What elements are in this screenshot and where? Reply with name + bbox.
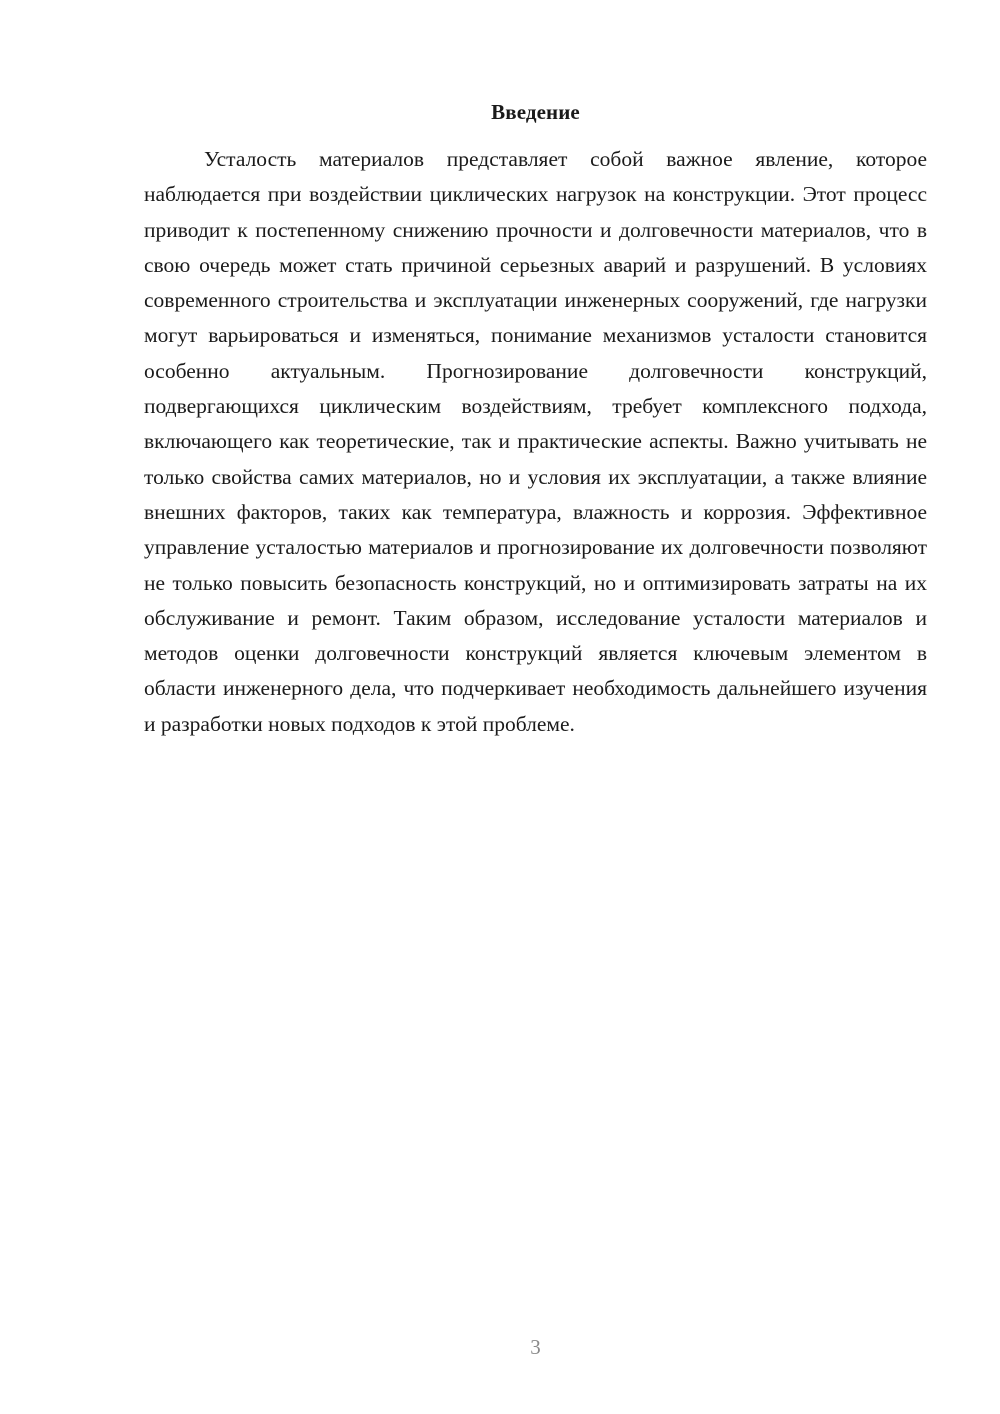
page-number: 3 bbox=[530, 1335, 541, 1359]
body-paragraph: Усталость материалов представляет собой важное явление, которое наблюдается при воздействии циклических нагрузок на конструкции. Этот процесс приводит к постепенному снижению прочности и долговечности материалов, что в свою очередь может стать причиной серьезных аварий и разрушений. В условиях современного строительства и эксплуатации инженерных сооружений, где нагрузки могут варьироваться и изменяться, понимание механизмов усталости становится особенно актуальным. Прогнозирование долговечности конструкций, подвергающихся циклическим воздействиям, требует комплексного подхода, включающего как теоретические, так и практические аспекты. Важно учитывать не только свойства самих материалов, но и условия их эксплуатации, а также влияние внешних факторов, таких как температура, влажность и коррозия. Эффективное управление усталостью материалов и прогнозирование их долговечности позволяют не только повысить безопасность конструкций, но и оптимизировать затраты на их обслуживание и ремонт. Таким образом, исследование усталости материалов и методов оценки долговечности конструкций является ключевым элементом в области инженерного дела, что подчеркивает необходимость дальнейшего изучения и разработки новых подходов к этой проблеме. bbox=[144, 147, 927, 736]
section-heading: Введение bbox=[491, 100, 580, 124]
